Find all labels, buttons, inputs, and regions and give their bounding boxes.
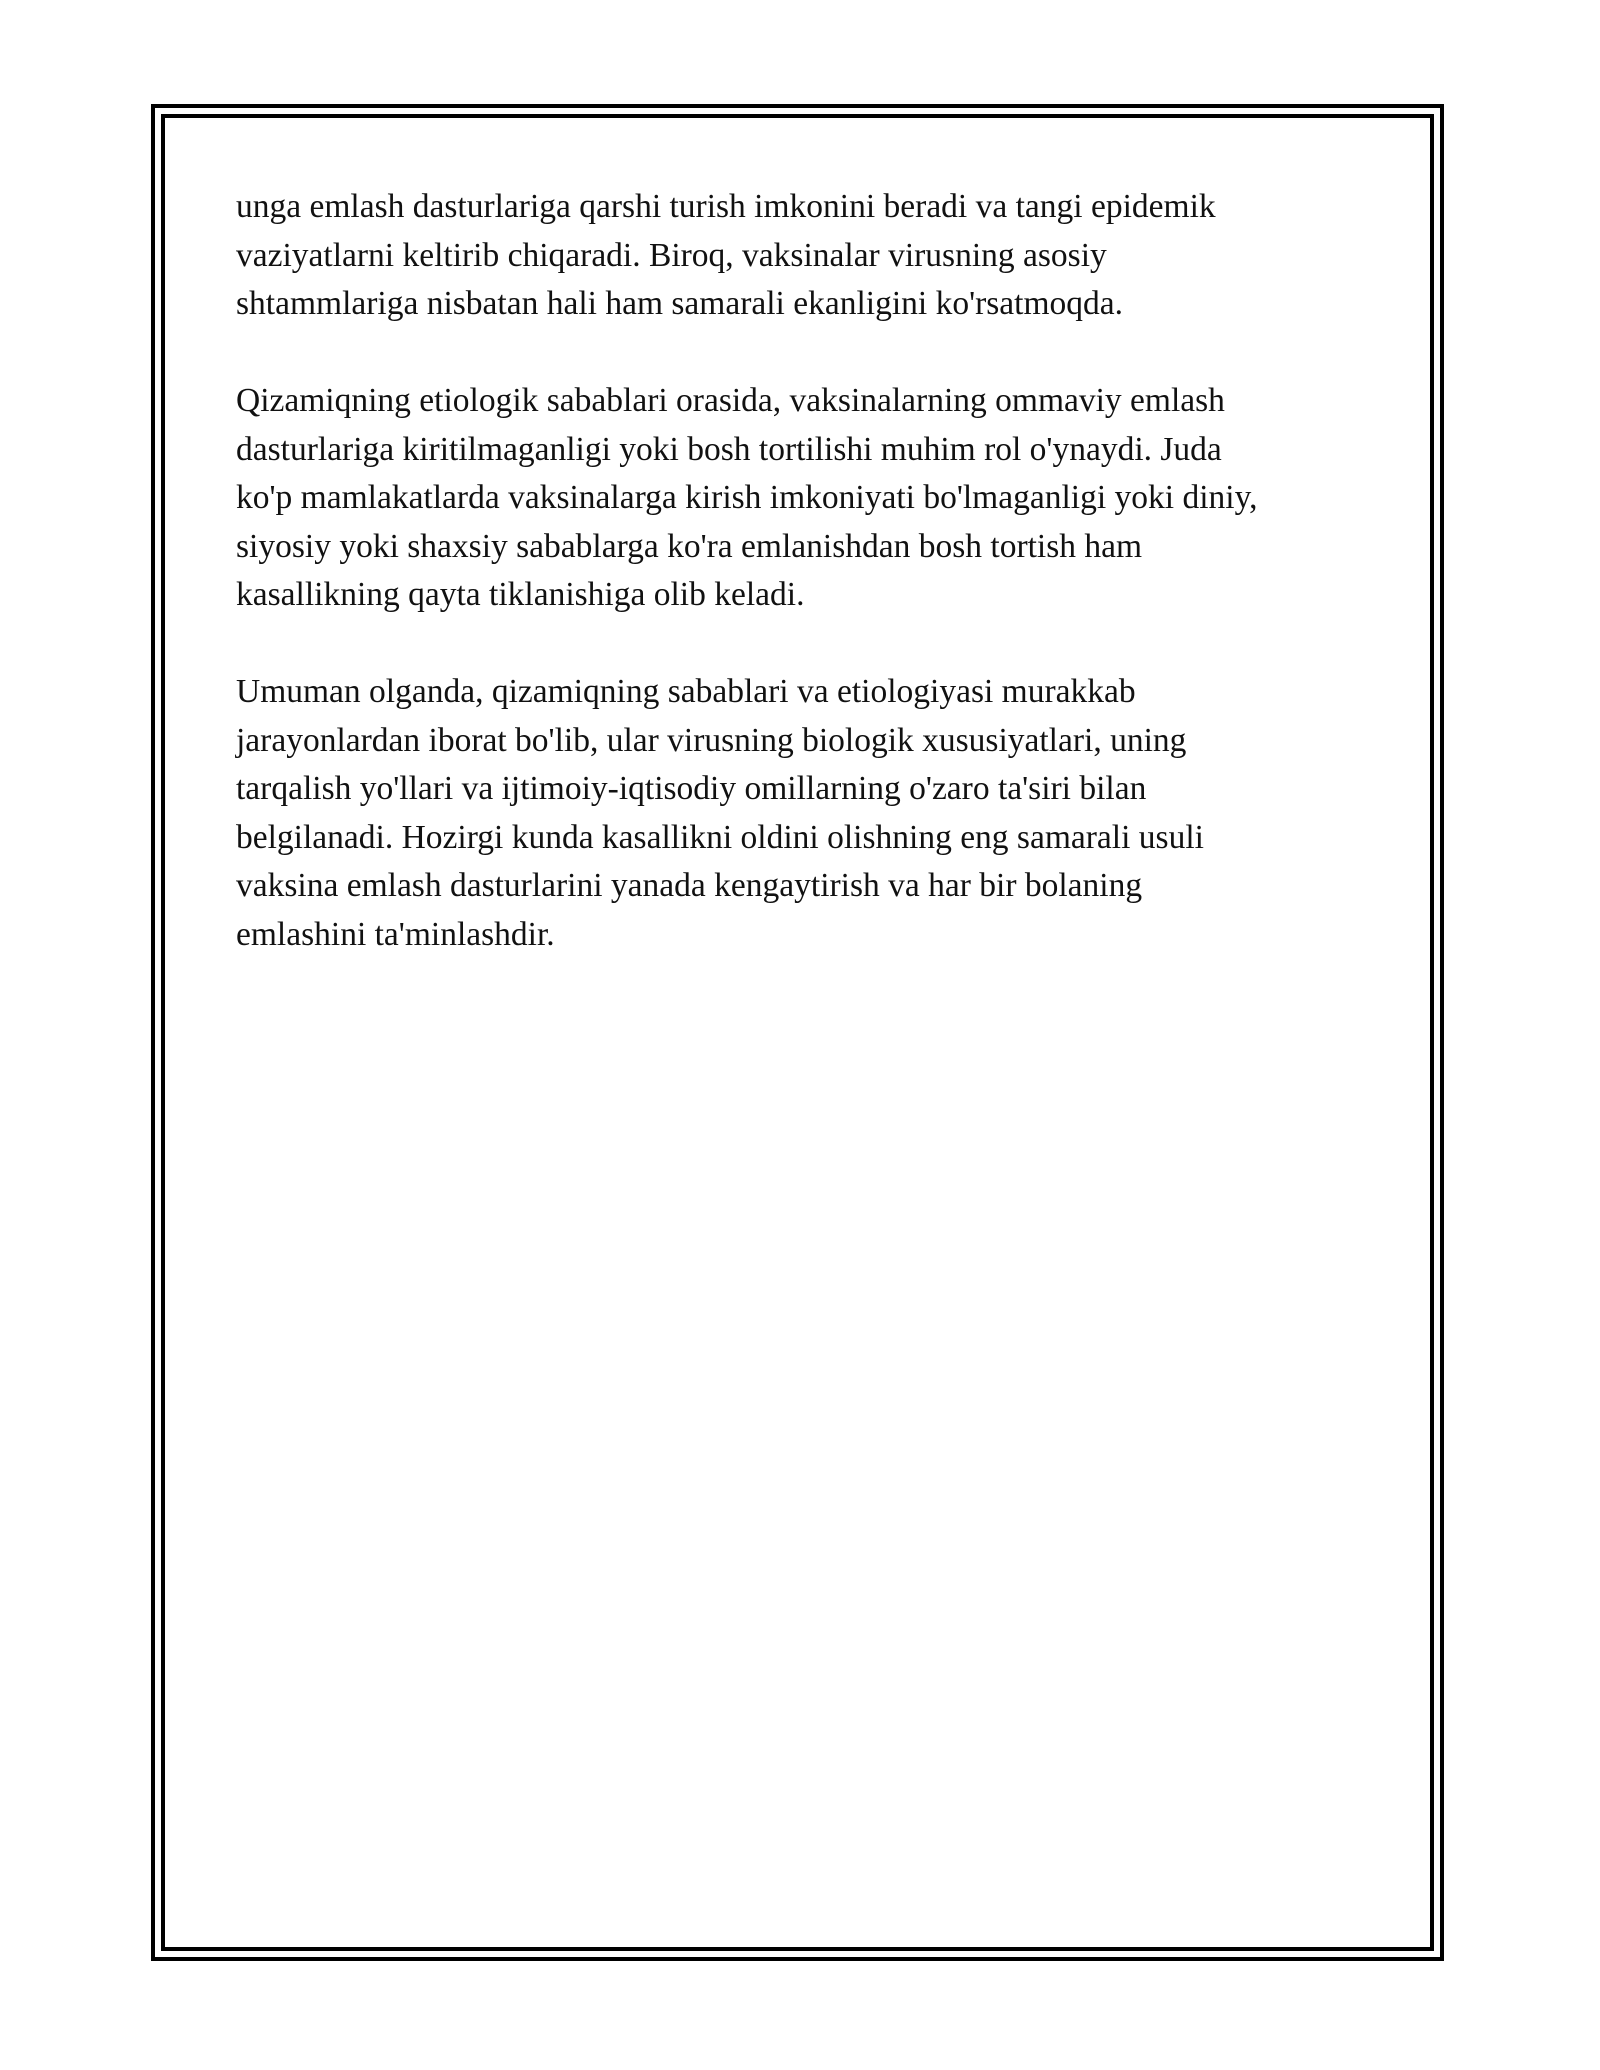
text-line: shtammlariga nisbatan hali ham samarali ekanligini ko'rsatmoqda. xyxy=(236,285,1124,322)
text-line: belgilanadi. Hozirgi kunda kasallikni oldini olishning eng samarali usuli xyxy=(236,818,1204,856)
text-line: vaziyatlarni keltirib chiqaradi. Biroq, vaksinalar virusning asosiy xyxy=(236,236,1107,274)
document-body xyxy=(236,183,1366,1008)
text-line: siyosiy yoki shaxsiy sabablarga ko'ra emlanishdan bosh tortish ham xyxy=(236,527,1143,565)
paragraph-2 xyxy=(236,377,1366,620)
paragraph-3 xyxy=(236,668,1366,959)
paragraph-1 xyxy=(236,183,1366,329)
text-line: vaksina emlash dasturlarini yanada kengaytirish va har bir bolaning xyxy=(236,867,1143,904)
text-line: ko'p mamlakatlarda vaksinalarga kirish imkoniyati bo'lmaganligi yoki diniy, xyxy=(236,479,1258,516)
text-line: emlashini ta'minlashdir. xyxy=(236,915,555,953)
text-line: Qizamiqning etiologik sabablari orasida, vaksinalarning ommaviy emlash xyxy=(236,382,1225,419)
text-line: unga emlash dasturlariga qarshi turish imkonini beradi va tangi epidemik xyxy=(236,188,1216,225)
text-line: dasturlariga kiritilmaganligi yoki bosh tortilishi muhim rol o'ynaydi. Juda xyxy=(236,430,1222,468)
text-line: kasallikning qayta tiklanishiga olib keladi. xyxy=(236,576,805,613)
text-line: tarqalish yo'llari va ijtimoiy-iqtisodiy omillarning o'zaro ta'siri bilan xyxy=(236,770,1147,807)
text-line: Umuman olganda, qizamiqning sabablari va etiologiyasi murakkab xyxy=(236,673,1136,710)
text-line: jarayonlardan iborat bo'lib, ular virusning biologik xususiyatlari, uning xyxy=(236,721,1187,759)
